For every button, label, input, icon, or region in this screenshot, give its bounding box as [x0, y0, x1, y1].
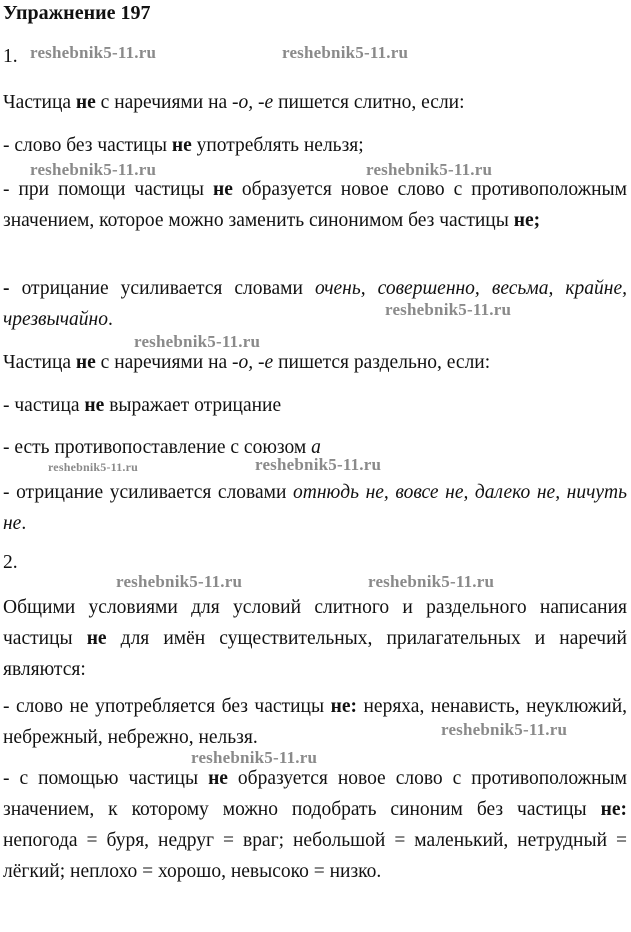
text: - отрицание усиливается словами — [3, 482, 294, 503]
suffix-italic: -о, -е — [232, 352, 274, 373]
rule-6 — [3, 477, 627, 539]
text: непогода = буря, недруг = враг; небольшой = маленький, нетрудный = лёгкий; неплохо = хорошо, невысоко = низко. — [3, 830, 627, 882]
watermark: reshebnik5-11.ru — [366, 160, 493, 179]
watermark: reshebnik5-11.ru — [30, 160, 157, 179]
text: Частица — [3, 352, 76, 373]
rule-1 — [3, 130, 627, 161]
rule-intro-apart — [3, 347, 627, 378]
text: отрицание усиливается словами — [9, 278, 315, 299]
watermark: reshebnik5-11.ru — [441, 720, 568, 739]
particle-ne: не: — [330, 696, 357, 717]
watermark: reshebnik5-11.ru — [385, 300, 512, 319]
intensifiers-italic: отнюдь не, вовсе не, далеко не, ничуть не — [3, 482, 627, 534]
text: - слово без частицы — [3, 135, 172, 156]
text: для имён существительных, прилагательных и наречий являются: — [3, 628, 627, 680]
particle-ne: не: — [600, 799, 627, 820]
particle-ne: не — [208, 768, 228, 789]
intensifiers-italic: очень, совершенно, весьма, крайне, чрезвычайно — [3, 278, 627, 330]
section-1-number: 1. — [3, 46, 18, 67]
exercise-title: Упражнение 197 — [3, 2, 151, 24]
text: - есть противопоставление с союзом — [3, 437, 312, 458]
rule-2 — [3, 174, 627, 236]
particle-ne: не — [86, 628, 107, 649]
particle-ne: не; — [513, 210, 541, 231]
dash: - — [3, 278, 10, 299]
text: употреблять нельзя; — [191, 135, 364, 156]
text: с наречиями на — [95, 92, 233, 113]
rule-intro-together — [3, 87, 627, 118]
text: пишется раздельно, если: — [273, 352, 491, 373]
text: Частица — [3, 92, 76, 113]
watermark: reshebnik5-11.ru — [116, 572, 243, 591]
text: - слово не употребляется без частицы — [3, 696, 331, 717]
rule-4 — [3, 390, 627, 421]
watermark: reshebnik5-11.ru — [282, 43, 409, 62]
text: выражает отрицание — [104, 395, 282, 416]
text: . — [21, 513, 27, 534]
section-2-intro — [3, 592, 627, 685]
particle-ne: не — [213, 179, 233, 200]
particle-ne: не — [171, 135, 192, 156]
text: образуется новое слово с противоположным значением, к которому можно подобрать синоним без частицы — [3, 768, 628, 820]
watermark: reshebnik5-11.ru — [134, 332, 261, 351]
text: - частица — [3, 395, 85, 416]
particle-ne: не — [75, 352, 96, 373]
text: образуется новое слово с противоположным значением, которое можно заменить синонимом без частицы — [3, 179, 627, 231]
rule-3 — [3, 273, 627, 335]
text: - с помощью частицы — [3, 768, 209, 789]
particle-ne: не — [84, 395, 105, 416]
section-2-number: 2. — [3, 552, 18, 573]
conjunction-italic: а — [311, 437, 321, 458]
text: с наречиями на — [95, 352, 233, 373]
text: пишется слитно, если: — [273, 92, 465, 113]
watermark: reshebnik5-11.ru — [191, 748, 318, 767]
particle-ne: не — [75, 92, 96, 113]
text: . — [107, 309, 113, 330]
text: - при помощи частицы — [3, 179, 214, 200]
watermark: reshebnik5-11.ru — [48, 460, 138, 474]
suffix-italic: -о, -е — [232, 92, 274, 113]
section-2-rule-2 — [3, 763, 627, 887]
watermark: reshebnik5-11.ru — [30, 43, 157, 62]
watermark: reshebnik5-11.ru — [255, 455, 382, 474]
text: неряха, ненависть, неуклюжий, небрежный, небрежно, нельзя. — [3, 696, 627, 748]
text: Общими условиями для условий слитного и раздельного написания частицы — [3, 597, 627, 649]
watermark: reshebnik5-11.ru — [368, 572, 495, 591]
